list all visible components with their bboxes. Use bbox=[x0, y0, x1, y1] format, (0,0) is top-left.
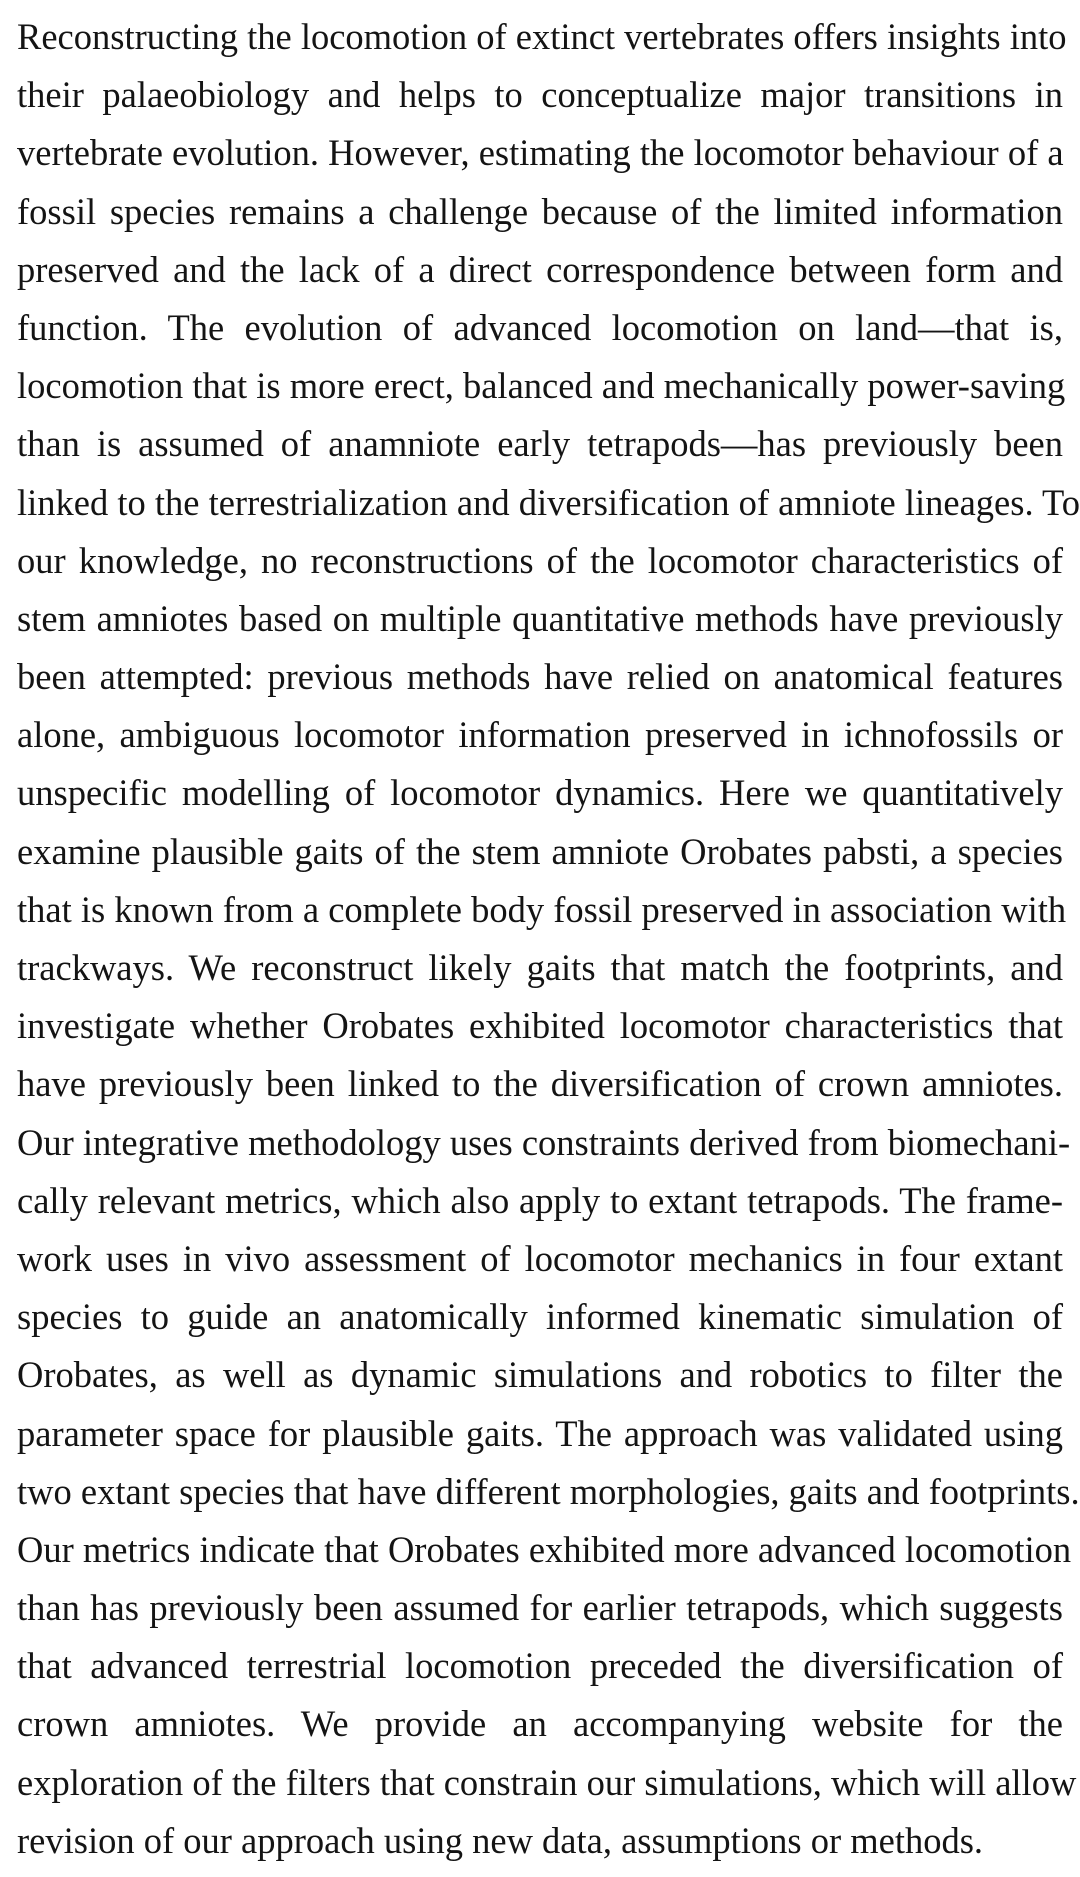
abstract-paragraph bbox=[17, 8, 1080, 1870]
abstract-line-5: preserved and the lack of a direct correspondence between form and bbox=[17, 248, 1063, 290]
abstract-line-10: our knowledge, no reconstructions of the locomotor characteristics of bbox=[17, 539, 1063, 581]
abstract-line-14: unspecific modelling of locomotor dynamics. Here we quantitatively bbox=[17, 772, 1063, 814]
abstract-line-25: parameter space for plausible gaits. The approach was validated using bbox=[17, 1412, 1063, 1454]
abstract-line-30: crown amniotes. We provide an accompanying website for the bbox=[17, 1703, 1063, 1745]
abstract-line-22: work uses in vivo assessment of locomotor mechanics in four extant bbox=[17, 1237, 1063, 1279]
abstract-line-28: than has previously been assumed for earlier tetrapods, which suggests bbox=[17, 1587, 1063, 1629]
abstract-line-27: Our metrics indicate that Orobates exhibited more advanced locomotion bbox=[17, 1528, 1072, 1570]
abstract-line-15: examine plausible gaits of the stem amniote Orobates pabsti, a species bbox=[17, 830, 1063, 872]
abstract-line-32: revision of our approach using new data, assumptions or methods. bbox=[17, 1819, 984, 1861]
abstract-line-23: species to guide an anatomically informed kinematic simulation of bbox=[17, 1296, 1063, 1338]
abstract-line-29: that advanced terrestrial locomotion preceded the diversification of bbox=[17, 1645, 1063, 1687]
abstract-line-6: function. The evolution of advanced locomotion on land—that is, bbox=[17, 306, 1063, 348]
abstract-line-31: exploration of the filters that constrain our simulations, which will allow bbox=[17, 1761, 1077, 1803]
abstract-line-19: have previously been linked to the diversification of crown amniotes. bbox=[17, 1063, 1063, 1105]
abstract-line-26: two extant species that have different morphologies, gaits and footprints. bbox=[17, 1470, 1080, 1512]
abstract-line-3: vertebrate evolution. However, estimating the locomotor behaviour of a bbox=[17, 132, 1064, 174]
abstract-line-11: stem amniotes based on multiple quantitative methods have previously bbox=[17, 597, 1063, 639]
abstract-line-18: investigate whether Orobates exhibited locomotor characteristics that bbox=[17, 1005, 1063, 1047]
abstract-line-13: alone, ambiguous locomotor information preserved in ichnofossils or bbox=[17, 714, 1063, 756]
abstract-line-7: locomotion that is more erect, balanced and mechanically power-saving bbox=[17, 365, 1066, 407]
abstract-line-1: Reconstructing the locomotion of extinct vertebrates offers insights into bbox=[17, 16, 1067, 57]
abstract-line-12: been attempted: previous methods have relied on anatomical features bbox=[17, 656, 1063, 698]
abstract-line-9: linked to the terrestrialization and diversification of amniote lineages. To bbox=[17, 481, 1080, 523]
abstract-line-17: trackways. We reconstruct likely gaits that match the footprints, and bbox=[17, 947, 1063, 988]
abstract-line-4: fossil species remains a challenge because of the limited information bbox=[17, 190, 1063, 232]
abstract-line-2: their palaeobiology and helps to conceptualize major transitions in bbox=[17, 74, 1063, 116]
abstract-line-8: than is assumed of anamniote early tetrapods—has previously been bbox=[17, 423, 1063, 465]
abstract-line-16: that is known from a complete body fossil preserved in association with bbox=[17, 888, 1067, 930]
abstract-line-20: Our integrative methodology uses constraints derived from biomechani- bbox=[17, 1121, 1071, 1163]
abstract-line-21: cally relevant metrics, which also apply to extant tetrapods. The frame- bbox=[17, 1179, 1063, 1221]
abstract-line-24: Orobates, as well as dynamic simulations and robotics to filter the bbox=[17, 1354, 1063, 1396]
